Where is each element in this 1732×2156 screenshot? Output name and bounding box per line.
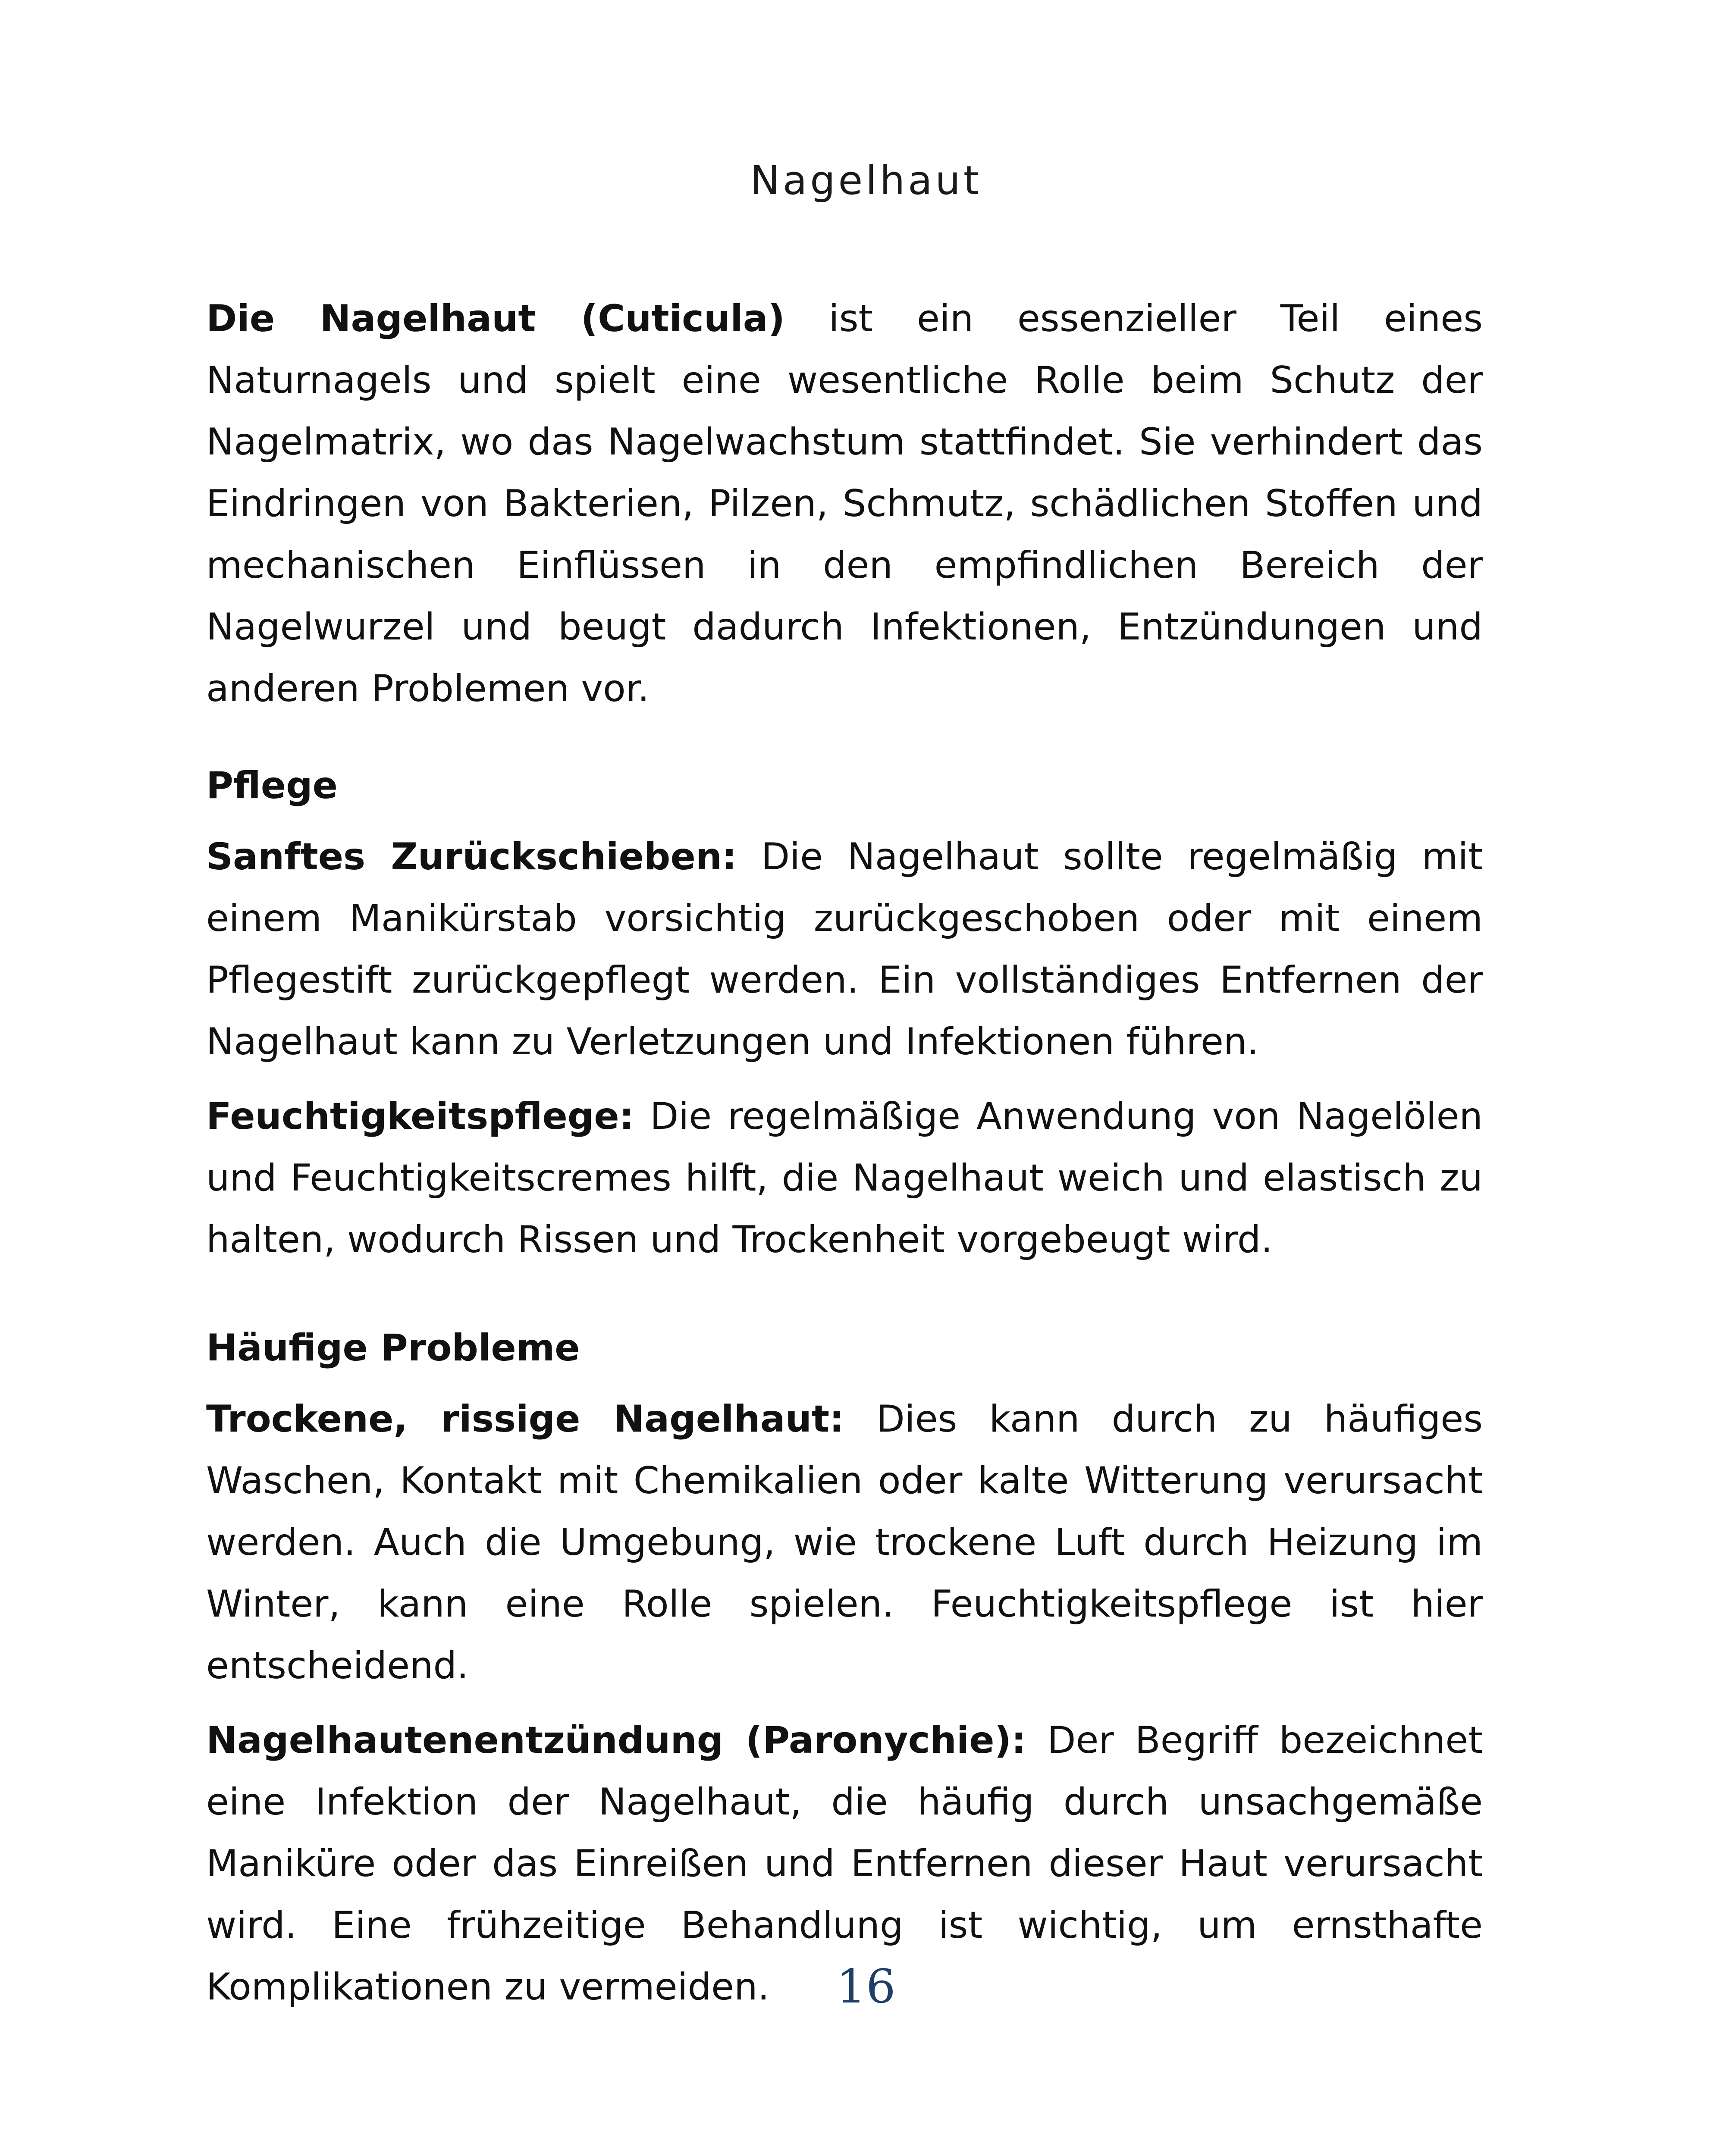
page-body xyxy=(206,288,1483,2018)
item-term: Feuchtigkeitspflege: xyxy=(206,1095,634,1138)
item-text: Dies kann durch zu häufiges Waschen, Kontakt mit Chemikalien oder kalte Witterung verursacht werden. Auch die Umgebung, wie trockene Luft durch Heizung im Winter, kann eine Rolle spielen. Feuchtigkeitspflege ist hier entscheidend. xyxy=(206,1398,1483,1687)
list-item-sanftes-zurueckschieben xyxy=(206,826,1483,1073)
item-term: Sanftes Zurückschieben: xyxy=(206,835,737,878)
running-title: Nagelhaut xyxy=(750,157,982,204)
intro-lead-term: Die Nagelhaut (Cuticula) xyxy=(206,297,785,340)
page-number: 16 xyxy=(836,1960,896,2014)
item-term: Nagelhautenentzündung (Paronychie): xyxy=(206,1719,1026,1762)
item-text: Die regelmäßige Anwendung von Nagelölen und Feuchtigkeitscremes hilft, die Nagelhaut weich und elastisch zu halten, wodurch Rissen und Trockenheit vorgebeugt wird. xyxy=(206,1095,1483,1261)
intro-text: ist ein essenzieller Teil eines Naturnagels und spielt eine wesentliche Rolle beim Schutz der Nagelmatrix, wo das Nagelwachstum stattfindet. Sie verhindert das Eindringen von Bakterien, Pilzen, Schmutz, schädlichen Stoffen und mechanischen Einflüssen in den empfindlichen Bereich der Nagelwurzel und beugt dadurch Infektionen, Entzündungen und anderen Problemen vor. xyxy=(206,297,1483,710)
item-text: Die Nagelhaut sollte regelmäßig mit einem Manikürstab vorsichtig zurückgeschoben oder mit einem Pflegestift zurückgepflegt werden. Ein vollständiges Entfernen der Nagelhaut kann zu Verletzungen und Infektionen führen. xyxy=(206,835,1483,1063)
section-heading-pflege: Pflege xyxy=(206,764,338,807)
item-term: Trockene, rissige Nagelhaut: xyxy=(206,1398,844,1441)
list-item-trockene-nagelhaut xyxy=(206,1388,1483,1697)
section-heading-haeufige-probleme: Häufige Probleme xyxy=(206,1326,580,1369)
intro-paragraph xyxy=(206,288,1483,720)
list-item-feuchtigkeitspflege xyxy=(206,1086,1483,1271)
item-text: Der Begriff bezeichnet eine Infektion der Nagelhaut, die häufig durch unsachgemäße Maniküre oder das Einreißen und Entfernen dieser Haut verursacht wird. Eine frühzeitige Behandlung ist wichtig, um ernsthafte Komplikationen zu vermeiden. xyxy=(206,1719,1483,2009)
